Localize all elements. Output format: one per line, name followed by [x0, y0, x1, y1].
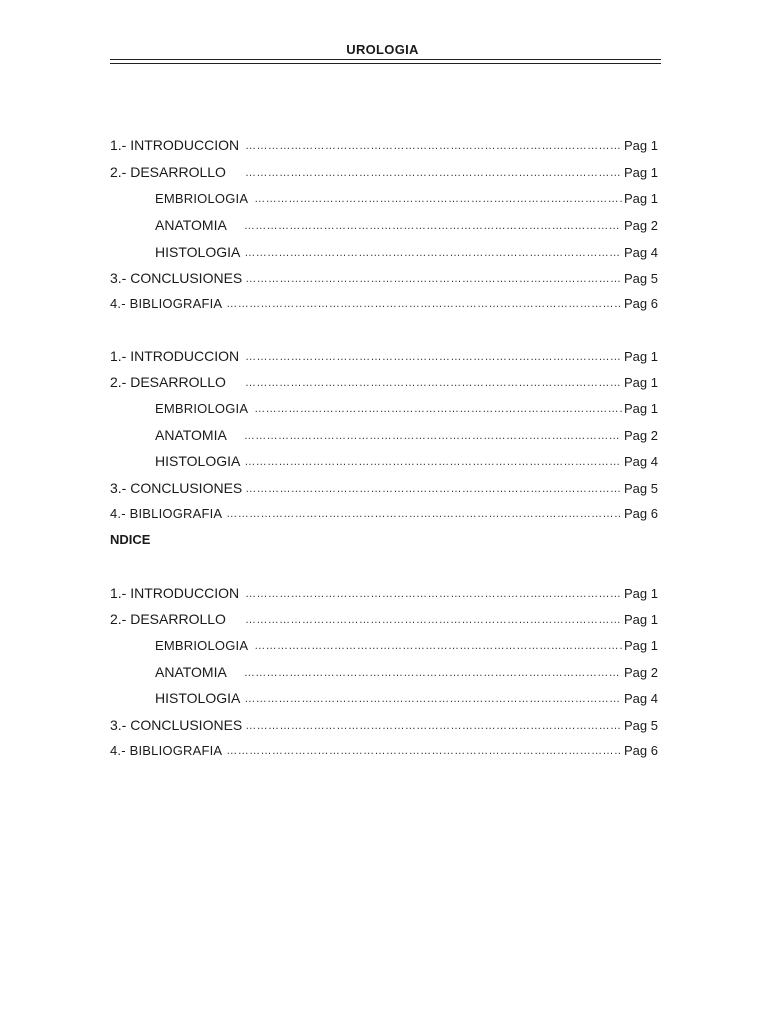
dot-leader [245, 347, 620, 367]
toc-entry-desarrollo [110, 372, 658, 392]
toc-entry-label: 3.- CONCLUSIONES [110, 480, 243, 496]
dot-leader [245, 163, 620, 183]
toc-entry-histologia [155, 451, 658, 471]
toc-entry-desarrollo [110, 162, 658, 182]
dot-leader [245, 269, 620, 289]
dot-leader [226, 294, 620, 314]
toc-page-ref: Pag 6 [624, 743, 658, 758]
toc-entry-label: EMBRIOLOGIA [155, 401, 249, 416]
dot-leader [226, 741, 620, 761]
dot-leader [245, 584, 620, 604]
toc-entry-introduccion [110, 346, 658, 366]
toc-page-ref: Pag 5 [624, 481, 658, 496]
toc-entry-conclusiones [110, 478, 658, 498]
toc-entry-embriologia [155, 399, 658, 419]
toc-entry-label: HISTOLOGIA [155, 690, 241, 706]
toc-page-ref: Pag 1 [624, 612, 658, 627]
toc-entry-bibliografia [110, 741, 658, 761]
toc-entry-label: EMBRIOLOGIA [155, 638, 249, 653]
toc-entry-label: 4.- BIBLIOGRAFIA [110, 743, 223, 758]
toc-page-ref: Pag 6 [624, 296, 658, 311]
toc-page-ref: Pag 1 [624, 138, 658, 153]
dot-leader [244, 243, 620, 263]
toc-page-ref: Pag 5 [624, 718, 658, 733]
toc-entry-bibliografia [110, 294, 658, 314]
dot-leader [244, 663, 620, 683]
toc-entry-introduccion [110, 583, 658, 603]
toc-entry-label: 4.- BIBLIOGRAFIA [110, 296, 223, 311]
toc-entry-label: 3.- CONCLUSIONES [110, 270, 243, 286]
toc-page-ref: Pag 1 [624, 375, 658, 390]
toc-page-ref: Pag 6 [624, 506, 658, 521]
toc-entry-label: EMBRIOLOGIA [155, 191, 249, 206]
dot-leader [245, 610, 620, 630]
toc-page-ref: Pag 1 [624, 191, 658, 206]
toc-page-ref: Pag 2 [624, 665, 658, 680]
toc-entry-label: HISTOLOGIA [155, 453, 241, 469]
toc-entry-introduccion [110, 135, 658, 155]
toc-entry-bibliografia [110, 504, 658, 524]
dot-leader [244, 426, 620, 446]
dot-leader [245, 479, 620, 499]
toc-page-ref: Pag 4 [624, 454, 658, 469]
toc-entry-label: HISTOLOGIA [155, 244, 241, 260]
toc-entry-label: 4.- BIBLIOGRAFIA [110, 506, 223, 521]
toc-entry-anatomia [155, 662, 658, 682]
dot-leader [244, 452, 620, 472]
toc-page-ref: Pag 1 [624, 349, 658, 364]
header-rule-bottom [110, 63, 661, 64]
toc-page-ref: Pag 4 [624, 691, 658, 706]
toc-entry-label: ANATOMIA [155, 217, 227, 233]
toc-entry-label: 1.- INTRODUCCION [110, 137, 240, 153]
toc-page-ref: Pag 4 [624, 245, 658, 260]
dot-leader [254, 636, 623, 656]
toc-page-ref: Pag 2 [624, 428, 658, 443]
toc-entry-desarrollo [110, 609, 658, 629]
toc-page-ref: Pag 5 [624, 271, 658, 286]
toc-entry-embriologia [155, 189, 658, 209]
toc-entry-label: 1.- INTRODUCCION [110, 585, 240, 601]
toc-page-ref: Pag 1 [624, 401, 658, 416]
section-heading-indice: NDICE [110, 532, 151, 547]
toc-entry-histologia [155, 242, 658, 262]
toc-entry-conclusiones [110, 268, 658, 288]
dot-leader [254, 399, 623, 419]
dot-leader [254, 189, 623, 209]
dot-leader [226, 504, 620, 524]
toc-entry-label: ANATOMIA [155, 664, 227, 680]
toc-entry-label: 3.- CONCLUSIONES [110, 717, 243, 733]
dot-leader [244, 689, 620, 709]
toc-entry-conclusiones [110, 715, 658, 735]
toc-entry-embriologia [155, 636, 658, 656]
toc-page-ref: Pag 2 [624, 218, 658, 233]
toc-page-ref: Pag 1 [624, 638, 658, 653]
toc-entry-label: 2.- DESARROLLO [110, 611, 226, 627]
toc-entry-label: 2.- DESARROLLO [110, 374, 226, 390]
toc-page-ref: Pag 1 [624, 165, 658, 180]
toc-entry-histologia [155, 688, 658, 708]
toc-entry-anatomia [155, 215, 658, 235]
dot-leader [244, 216, 620, 236]
dot-leader [245, 716, 620, 736]
dot-leader [245, 373, 620, 393]
toc-entry-label: ANATOMIA [155, 427, 227, 443]
toc-page-ref: Pag 1 [624, 586, 658, 601]
toc-entry-label: 1.- INTRODUCCION [110, 348, 240, 364]
header-rule-top [110, 59, 661, 60]
toc-entry-anatomia [155, 425, 658, 445]
page-header [110, 42, 661, 64]
document-title: UROLOGIA [346, 42, 419, 57]
dot-leader [245, 136, 620, 156]
toc-entry-label: 2.- DESARROLLO [110, 164, 226, 180]
